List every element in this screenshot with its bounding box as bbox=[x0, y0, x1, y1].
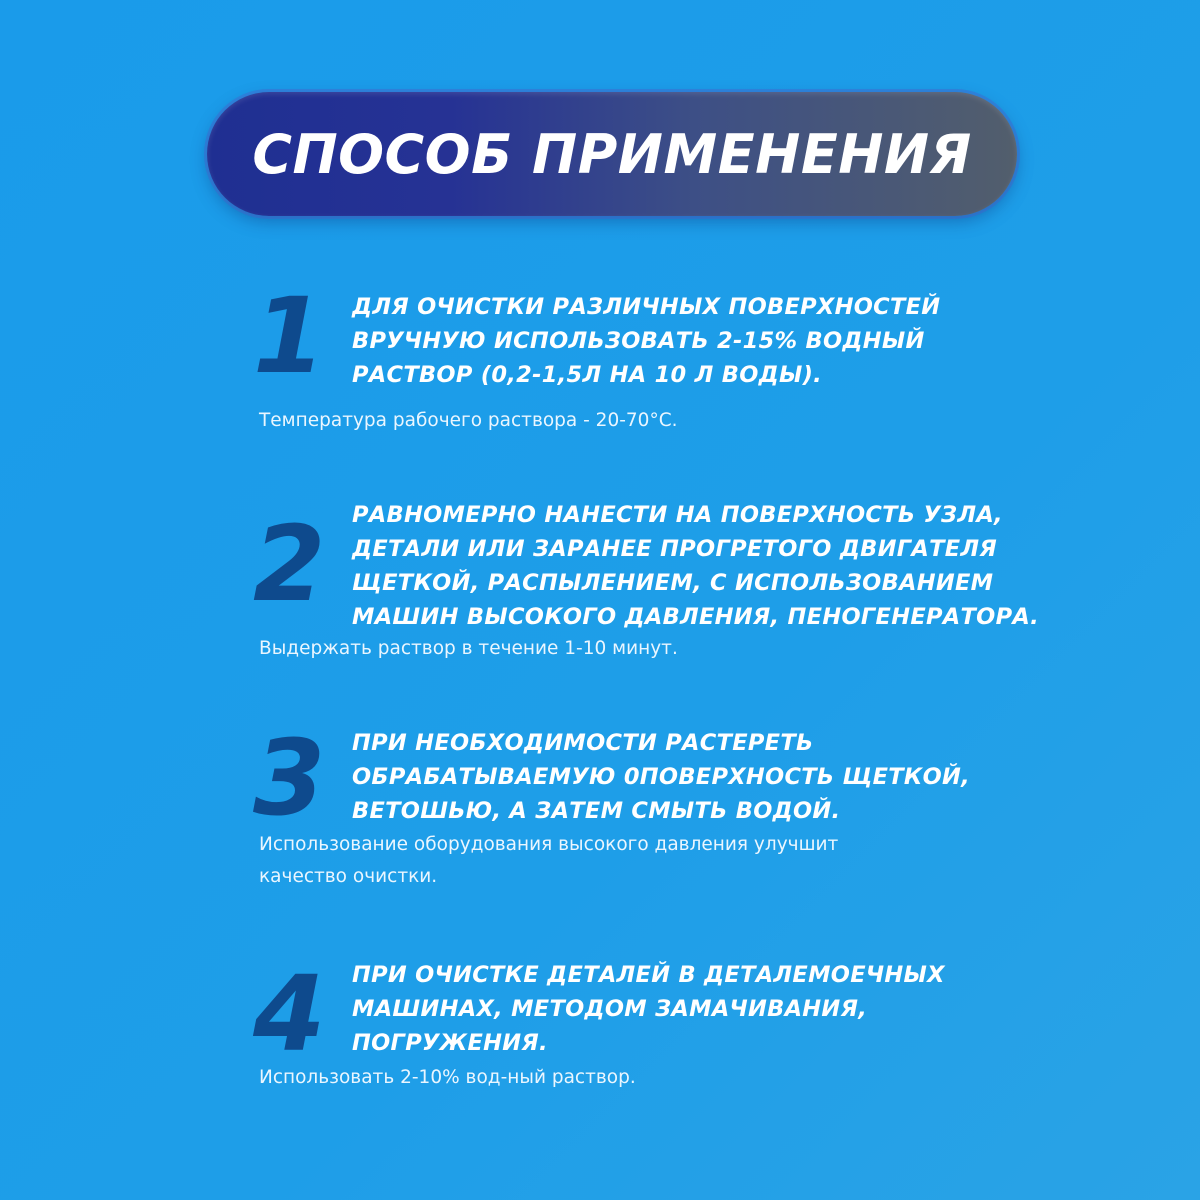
step-number: 4 bbox=[253, 953, 326, 1075]
step-note bbox=[259, 1062, 1019, 1094]
step-note-line: Использование оборудования высокого давления улучшит bbox=[259, 834, 839, 855]
step-heading-line: ВЕТОШЬЮ, А ЗАТЕМ СМЫТЬ ВОДОЙ. bbox=[352, 798, 841, 824]
header-banner bbox=[207, 92, 1017, 216]
step-heading-line: МАШИН ВЫСОКОГО ДАВЛЕНИЯ, ПЕНОГЕНЕРАТОРА. bbox=[352, 604, 1039, 630]
step-note bbox=[259, 633, 1019, 665]
step-heading bbox=[352, 958, 1052, 1060]
step-heading-line: РАСТВОР (0,2-1,5Л НА 10 Л ВОДЫ). bbox=[352, 362, 823, 388]
step-heading-line: ПОГРУЖЕНИЯ. bbox=[352, 1030, 548, 1056]
step-heading-line: ДЕТАЛИ ИЛИ ЗАРАНЕЕ ПРОГРЕТОГО ДВИГАТЕЛЯ bbox=[352, 536, 998, 562]
step-note-line: Использовать 2-10% вод-ный раствор. bbox=[259, 1067, 636, 1088]
step-heading bbox=[352, 726, 1052, 828]
step-note bbox=[259, 829, 1019, 893]
step-heading-line: МАШИНАХ, МЕТОДОМ ЗАМАЧИВАНИЯ, bbox=[352, 996, 868, 1022]
step-heading bbox=[352, 290, 1052, 392]
step-heading-line: ДЛЯ ОЧИСТКИ РАЗЛИЧНЫХ ПОВЕРХНОСТЕЙ bbox=[352, 294, 941, 320]
step-number: 3 bbox=[253, 717, 326, 839]
step-heading bbox=[352, 498, 1052, 634]
step-heading-line: РАВНОМЕРНО НАНЕСТИ НА ПОВЕРХНОСТЬ УЗЛА, bbox=[352, 502, 1003, 528]
step-heading-line: ЩЕТКОЙ, РАСПЫЛЕНИЕМ, С ИСПОЛЬЗОВАНИЕМ bbox=[352, 570, 994, 596]
step-note-line: Температура рабочего раствора - 20-70°С. bbox=[259, 410, 678, 431]
step-heading-line: ПРИ ОЧИСТКЕ ДЕТАЛЕЙ В ДЕТАЛЕМОЕЧНЫХ bbox=[352, 962, 945, 988]
step-note bbox=[259, 405, 1019, 437]
step-number: 2 bbox=[253, 503, 326, 625]
step-heading-line: ОБРАБАТЫВАЕМУЮ 0ПОВЕРХНОСТЬ ЩЕТКОЙ, bbox=[352, 764, 971, 790]
step-note-line: Выдержать раствор в течение 1-10 минут. bbox=[259, 638, 678, 659]
step-heading-line: ВРУЧНУЮ ИСПОЛЬЗОВАТЬ 2-15% ВОДНЫЙ bbox=[352, 328, 925, 354]
step-note-line: качество очистки. bbox=[259, 866, 438, 887]
step-number: 1 bbox=[253, 275, 326, 397]
page-title: СПОСОБ ПРИМЕНЕНИЯ bbox=[252, 122, 972, 186]
step-heading-line: ПРИ НЕОБХОДИМОСТИ РАСТЕРЕТЬ bbox=[352, 730, 814, 756]
